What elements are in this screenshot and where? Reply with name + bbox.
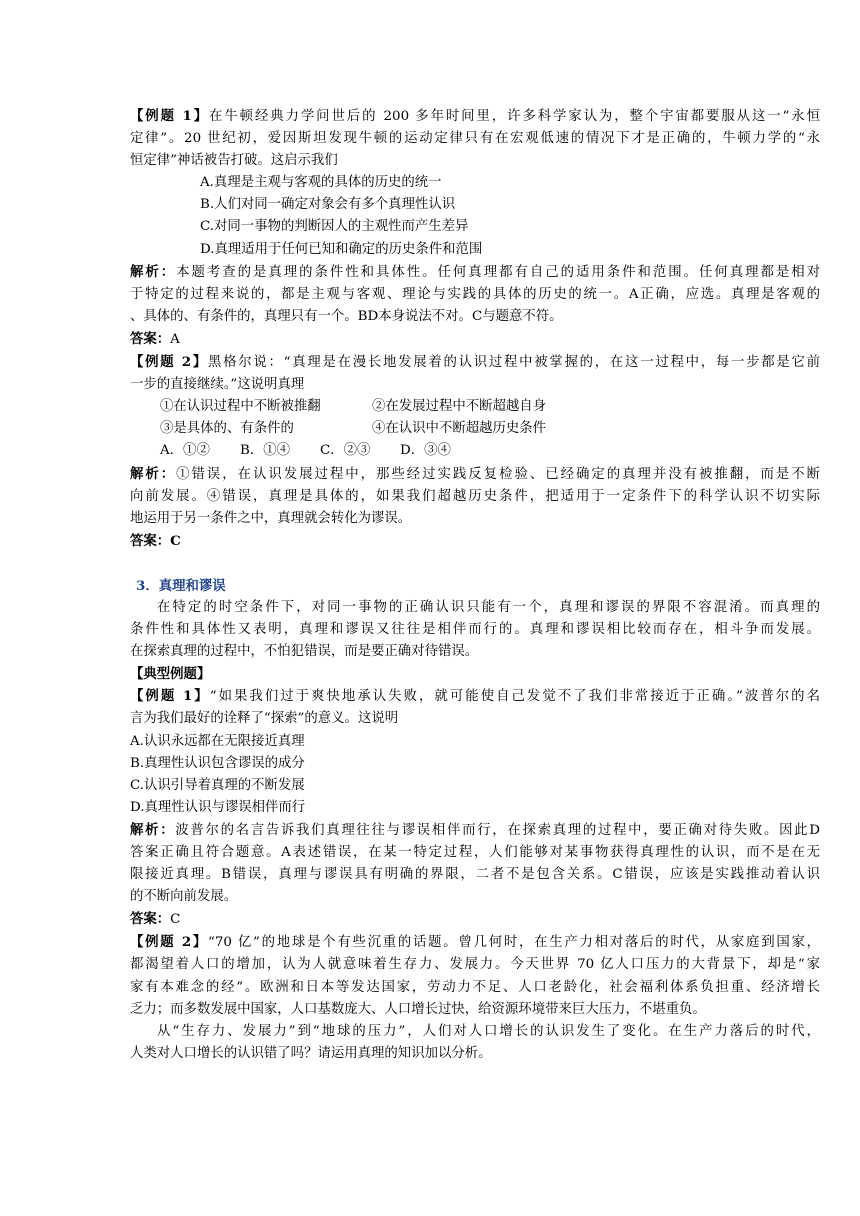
document-page [130, 105, 820, 1065]
ex3-option-c: C.认识引导着真理的不断发展 [130, 777, 305, 793]
ex2-statement-1: ①在认识过程中不断被推翻 [160, 399, 321, 415]
ex1-answer [130, 328, 820, 351]
ex4-question-1: 从“生存力、发展力”到“地球的压力”，人们对人口增长的认识发生了变化。在生产力落后的时代， [157, 1023, 820, 1039]
ex4-line-4: 乏力；而多数发展中国家，人口基数庞大、人口增长过快，给资源环境带来巨大压力，不堪重负。 [130, 1001, 706, 1017]
ex3-line-2: 言为我们最好的诠释了“探索”的意义。这说明 [130, 711, 399, 727]
ex1-tag: 【例题 1】 [130, 108, 210, 124]
ex1-answer-tag: 答案： [130, 330, 171, 347]
ex2-line-2: 一步的直接继续。”这说明真理 [130, 377, 305, 393]
ex3-analysis-3: 限接近真理。B错误，真理与谬误具有明确的界限，二者不是包含关系。C错误，应该是实践推动着认识 [130, 867, 820, 883]
ex2-choice-c: C．②③ [320, 443, 371, 459]
ex2-analysis-3: 地运用于另一条件之中，真理就会转化为谬误。 [130, 510, 412, 526]
ex4-line-1: 【例题 2】“70 亿”的地球是个有些沉重的话题。曾几何时，在生产力相对落后的时代，从家庭到国家， [130, 934, 821, 951]
ex3-option-b: B.真理性认识包含谬误的成分 [130, 755, 305, 771]
typical-examples-heading: 【典型例题】 [130, 666, 211, 683]
ex4-line-2: 都渴望着人口的增加，认为人就意味着生存力、发展力。今天世界 70 亿人口压力的大背景下，却是“家 [130, 957, 820, 973]
section-spacer [130, 553, 820, 575]
ex2-answer [130, 530, 820, 553]
ex2-choices [130, 440, 820, 462]
ex3-answer-tag: 答案： [130, 911, 171, 928]
ex1-option-b: B.人们对同一确定对象会有多个真理性认识 [200, 197, 456, 213]
ex2-statement-3: ③是具体的、有条件的 [160, 421, 294, 437]
ex1-analysis-tag: 解析： [130, 263, 177, 280]
ex3-analysis-1: 解析：波普尔的名言告诉我们真理往往与谬误相伴而行，在探索真理的过程中，要正确对待失败。因此D [130, 821, 821, 838]
ex2-answer-value: C [170, 532, 181, 549]
ex1-line-3: 恒定律”神话被告打破。这启示我们 [130, 153, 338, 169]
ex2-answer-tag: 答案： [130, 532, 171, 549]
ex1-option-a: A.真理是主观与客观的具体的历史的统一 [200, 175, 442, 191]
ex3-analysis-4: 的不断向前发展。 [130, 889, 238, 905]
ex1-line-2: 定律”。20 世纪初，爱因斯坦发现牛顿的运动定律只有在宏观低速的情况下才是正确的，牛顿力学的“永 [130, 131, 820, 147]
ex1-option-c: C.对同一事物的判断因人的主观性而产生差异 [200, 219, 469, 235]
ex2-statements-row-1 [130, 396, 820, 418]
ex1-line-1: 【例题 1】在牛顿经典力学问世后的 200 多年时间里，许多科学家认为，整个宇宙都要服从这一“永恒 [130, 108, 820, 124]
section-para-1: 在特定的时空条件下，对同一事物的正确认识只能有一个，真理和谬误的界限不容混淆。而真理的 [157, 599, 820, 615]
ex3-answer [130, 908, 820, 931]
ex1-analysis-2: 于特定的过程来说的，都是主观与客观、理论与实践的具体的历史的统一。A正确，应选。真理是客观的 [130, 286, 820, 302]
ex2-choice-a: A．①② [160, 443, 210, 459]
ex2-choice-d: D．③④ [400, 443, 451, 459]
ex2-analysis-1: 解析：①错误，在认识发展过程中，那些经过实践反复检验、已经确定的真理并没有被推翻，而是不断 [130, 465, 821, 482]
ex4-tag: 【例题 2】 [130, 934, 209, 951]
ex3-answer-value: C [170, 912, 181, 928]
ex4-line-3: 家有本难念的经”。欧洲和日本等发达国家，劳动力不足、人口老龄化，社会福利体系负担重、经济增长 [130, 979, 820, 995]
section-para-3: 在探索真理的过程中，不怕犯错误，而是要正确对待错误。 [130, 644, 479, 660]
ex3-option-a: A.认识永远都在无限接近真理 [130, 733, 305, 749]
ex2-statement-4: ④在认识中不断超越历史条件 [372, 421, 547, 437]
ex2-line-1: 【例题 2】黑格尔说：“真理是在漫长地发展着的认识过程中被掌握的，在这一过程中，每一步都是它前 [130, 354, 821, 371]
section-para-2: 条件性和具体性又表明，真理和谬误又往往是相伴而行的。真理和谬误相比较而存在，相斗争而发展。 [130, 622, 820, 638]
ex2-statements-row-2 [130, 418, 820, 440]
ex2-analysis-2: 向前发展。④错误，真理是具体的，如果我们超越历史条件，把适用于一定条件下的科学认识不切实际 [130, 488, 820, 504]
ex3-line-1: 【例题 1】“如果我们过于爽快地承认失败，就可能使自己发觉不了我们非常接近于正确。”波普尔的名 [130, 688, 820, 705]
ex3-tag: 【例题 1】 [130, 688, 210, 705]
ex3-option-d: D.真理性认识与谬误相伴而行 [130, 799, 306, 815]
ex1-option-d: D.真理适用于任何已知和确定的历史条件和范围 [200, 241, 483, 257]
ex2-analysis-tag: 解析： [130, 465, 177, 482]
ex3-analysis-tag: 解析： [130, 821, 176, 838]
section-heading: 3．真理和谬误 [136, 577, 226, 594]
ex1-answer-value: A [170, 331, 180, 347]
ex4-question-2: 人类对人口增长的认识错了吗？请运用真理的知识加以分析。 [130, 1045, 492, 1061]
ex1-analysis-3: 、具体的、有条件的，真理只有一个。BD本身说法不对。C与题意不符。 [130, 308, 563, 324]
ex2-statement-2: ②在发展过程中不断超越自身 [372, 399, 547, 415]
ex2-tag: 【例题 2】 [130, 354, 208, 371]
ex1-analysis-1: 解析：本题考查的是真理的条件性和具体性。任何真理都有自己的适用条件和范围。任何真理都是相对 [130, 263, 821, 280]
ex3-analysis-2: 答案正确且符合题意。A表述错误，在某一特定过程，人们能够对某事物获得真理性的认识，而不是在无 [130, 845, 820, 860]
ex2-choice-b: B．①④ [240, 443, 291, 459]
